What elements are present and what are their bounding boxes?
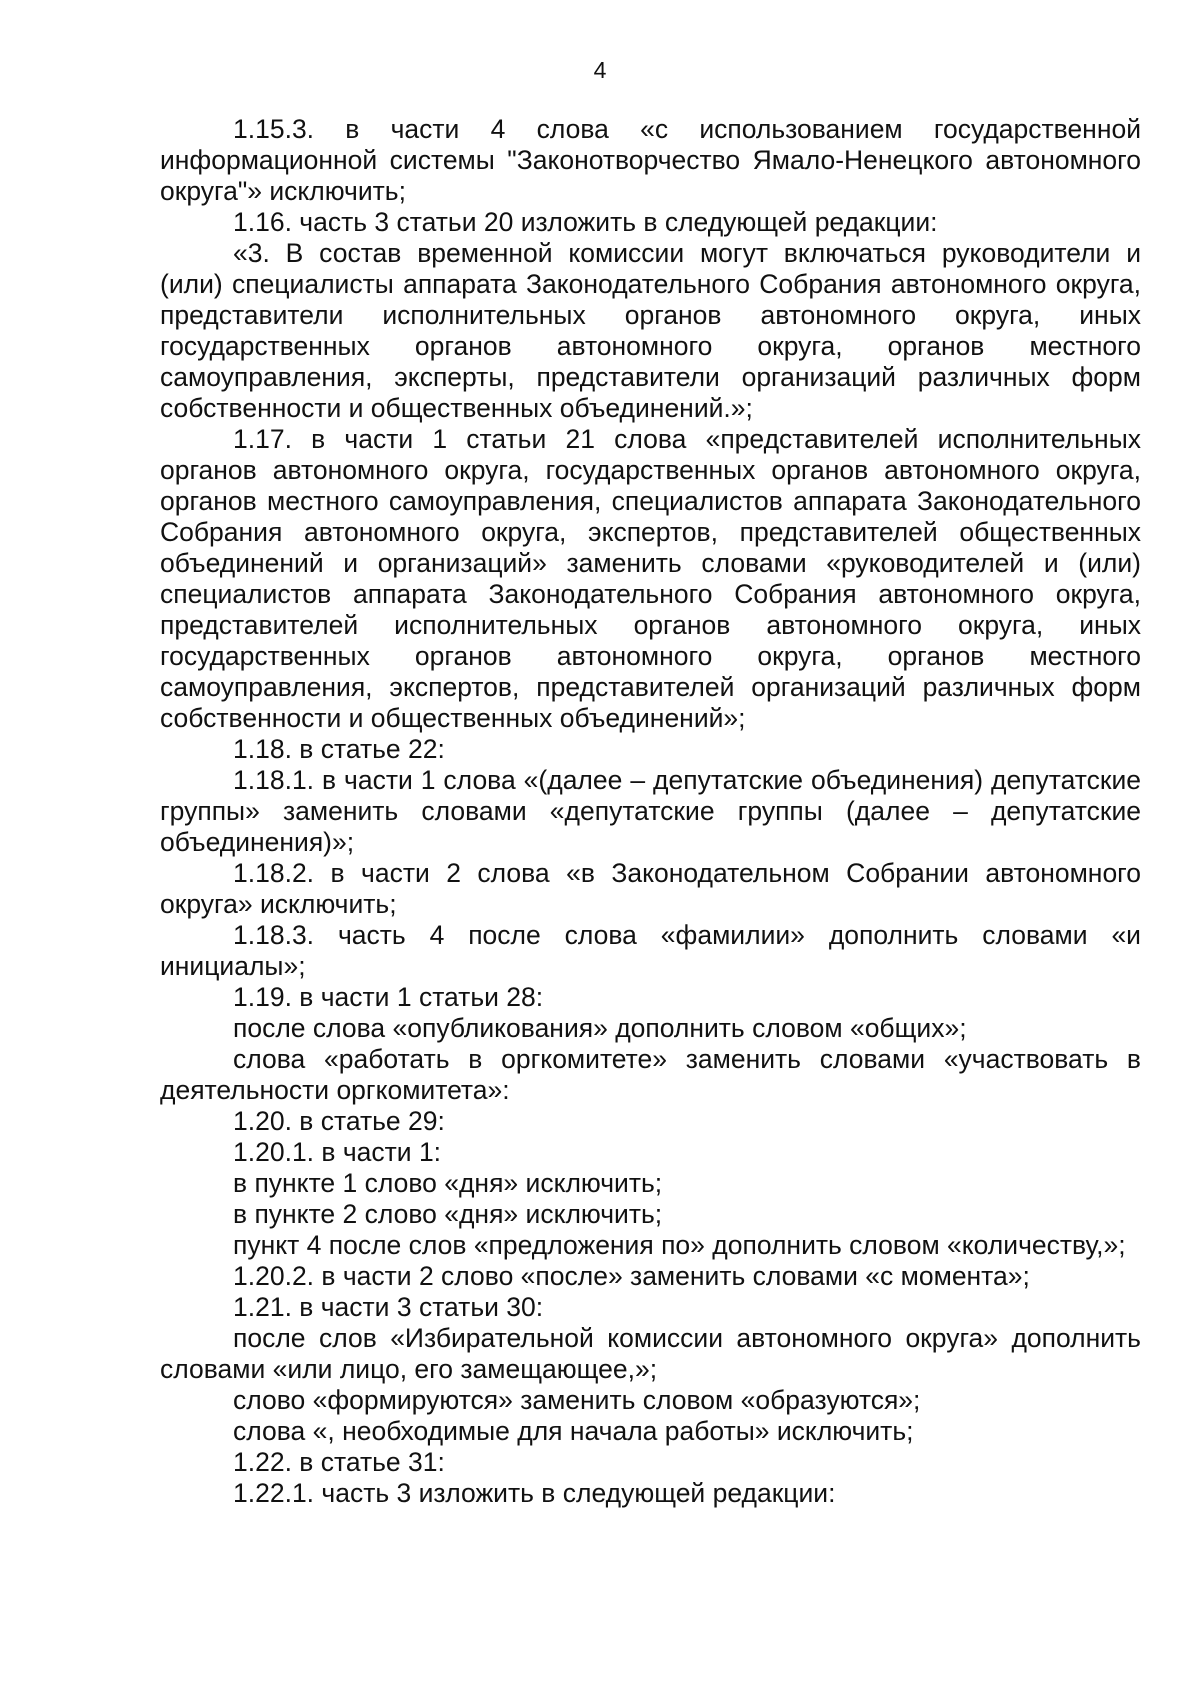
paragraph: 1.22.1. часть 3 изложить в следующей редакции: (233, 1478, 836, 1508)
paragraph: 1.15.3. в части 4 слова «с использованием государственной информационной системы "Законотворчество Ямало-Ненецкого автономного округа"» исключить; (160, 114, 1141, 206)
paragraph: 1.18.3. часть 4 после слова «фамилии» дополнить словами «и инициалы»; (160, 920, 1141, 981)
paragraph: после слова «опубликования» дополнить словом «общих»; (233, 1013, 967, 1043)
paragraph: 1.16. часть 3 статьи 20 изложить в следующей редакции: (233, 207, 938, 237)
paragraph: слова «, необходимые для начала работы» исключить; (233, 1416, 914, 1446)
paragraph: «3. В состав временной комиссии могут включаться руководители и (или) специалисты аппарата Законодательного Собрания автономного округа, представители исполнительных органов автономного округа, иных государственных органов автономного округа, органов местного самоуправления, эксперты, представители организаций различных форм собственности и общественных объединений.»; (160, 238, 1141, 423)
paragraph: слова «работать в оргкомитете» заменить словами «участвовать в деятельности оргкомитета»: (160, 1044, 1141, 1105)
paragraph: слово «формируются» заменить словом «образуются»; (233, 1385, 921, 1415)
paragraph: 1.21. в части 3 статьи 30: (233, 1292, 544, 1322)
paragraph: 1.19. в части 1 статьи 28: (233, 982, 544, 1012)
paragraph: 1.17. в части 1 статьи 21 слова «представителей исполнительных органов автономного округа, государственных органов автономного округа, органов местного самоуправления, специалистов аппарата Законодательного Собрания автономного округа, экспертов, представителей общественных объединений и организаций» заменить словами «руководителей и (или) специалистов аппарата Законодательного Собрания автономного округа, представителей исполнительных органов автономного округа, иных государственных органов автономного округа, органов местного самоуправления, экспертов, представителей организаций различных форм собственности и общественных объединений»; (160, 424, 1141, 733)
paragraph: пункт 4 после слов «предложения по» дополнить словом «количеству,»; (233, 1230, 1126, 1260)
paragraph: 1.20.2. в части 2 слово «после» заменить словами «с момента»; (233, 1261, 1030, 1291)
paragraph: в пункте 1 слово «дня» исключить; (233, 1168, 663, 1198)
paragraph: 1.18.1. в части 1 слова «(далее – депутатские объединения) депутатские группы» заменить словами «депутатские группы (далее – депутатские объединения)»; (160, 765, 1141, 857)
paragraph: в пункте 2 слово «дня» исключить; (233, 1199, 663, 1229)
paragraph: 1.18.2. в части 2 слова «в Законодательном Собрании автономного округа» исключить; (160, 858, 1141, 919)
paragraph: 1.22. в статье 31: (233, 1447, 445, 1477)
document-body (160, 114, 1141, 1509)
paragraph: 1.20. в статье 29: (233, 1106, 445, 1136)
paragraph: 1.20.1. в части 1: (233, 1137, 442, 1167)
paragraph: 1.18. в статье 22: (233, 734, 445, 764)
page-number: 4 (593, 57, 607, 83)
paragraph: после слов «Избирательной комиссии автономного округа» дополнить словами «или лицо, его замещающее,»; (160, 1323, 1141, 1384)
